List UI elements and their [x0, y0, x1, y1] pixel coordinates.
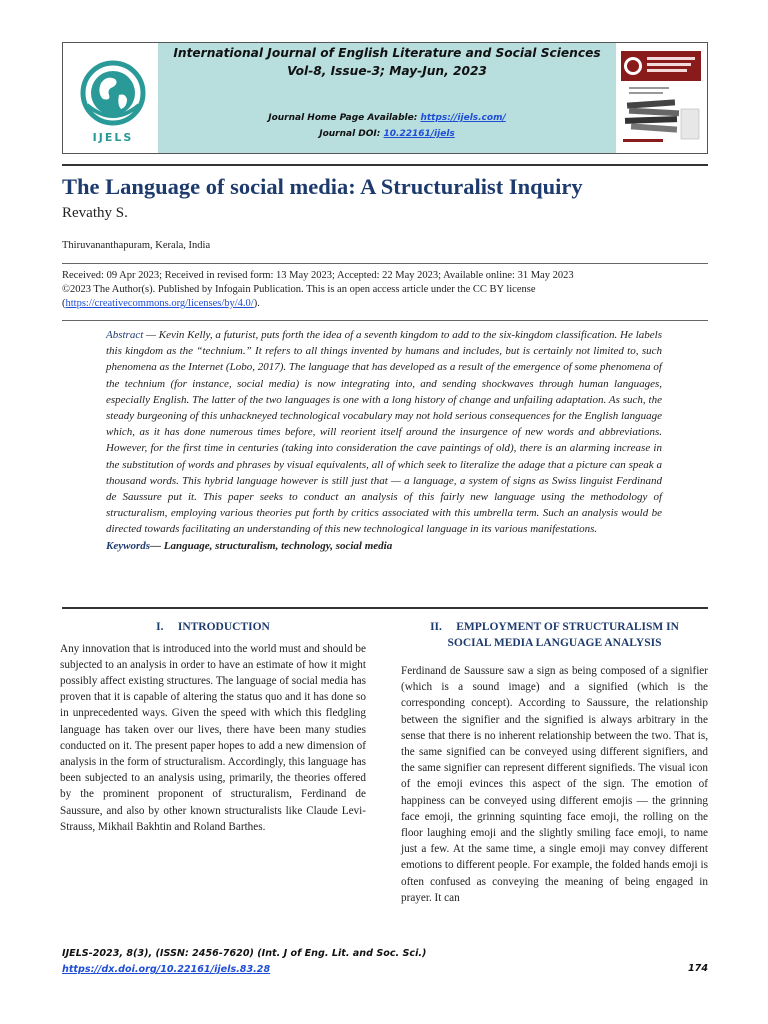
license-line [62, 283, 708, 297]
footer-doi-link[interactable]: https://dx.doi.org/10.22161/ijels.83.28 [62, 964, 271, 975]
header-divider [62, 164, 708, 166]
journal-volume: Vol-8, Issue-3; May-Jun, 2023 [287, 64, 487, 78]
dates-divider-top [62, 263, 708, 264]
abstract [106, 327, 662, 554]
intro-heading: I. INTRODUCTION [156, 621, 270, 633]
license-open-paren: ( [62, 298, 66, 309]
license-link[interactable]: https://creativecommons.org/licenses/by/4.0/ [65, 298, 254, 309]
doi-link[interactable]: 10.22161/ijels [383, 129, 455, 139]
homepage-label: Journal Home Page Available: [268, 113, 421, 123]
journal-cover-image [619, 49, 703, 147]
license-close-paren: ). [253, 298, 260, 309]
structuralism-heading-line2: SOCIAL MEDIA LANGUAGE ANALYSIS [447, 636, 662, 649]
intro-section [60, 620, 366, 835]
journal-header [62, 42, 708, 154]
author-affiliation: Thiruvananthapuram, Kerala, India [62, 240, 211, 251]
journal-homepage [158, 113, 616, 123]
header-banner [158, 43, 616, 153]
keywords-label: Keywords [106, 539, 150, 552]
homepage-link[interactable]: https://ijels.com/ [420, 113, 506, 123]
paper-title: The Language of social media: A Structuralist Inquiry [62, 174, 583, 199]
abstract-divider-top [62, 320, 708, 321]
footer-citation: IJELS-2023, 8(3), (ISSN: 2456-7620) (Int. J of Eng. Lit. and Soc. Sci.) [62, 948, 427, 959]
structuralism-heading-line1: II. EMPLOYMENT OF STRUCTURALISM IN [430, 621, 679, 633]
logo-text: IJELS [92, 131, 134, 144]
body-divider [62, 607, 708, 609]
abstract-dash: — [143, 329, 159, 341]
author-name: Revathy S. [62, 205, 128, 221]
keywords-text: Language, structuralism, technology, social media [163, 539, 393, 552]
license-text: ©2023 The Author(s). Published by Infogain Publication. This is an open access article under the CC BY license [62, 284, 536, 295]
journal-doi [158, 129, 616, 139]
keywords-line [106, 538, 662, 554]
journal-title: International Journal of English Literature and Social Sciences [173, 46, 601, 60]
ijels-globe-logo [73, 53, 153, 149]
page-number: 174 [688, 963, 709, 974]
page-footer [62, 946, 426, 978]
article-history [62, 269, 708, 311]
keywords-dash: — [150, 539, 164, 552]
structuralism-body: Ferdinand de Saussure saw a sign as being composed of a signifier (which is a sound image) and a signified (which is the corresponding concept). According to Saussure, the relationship between the signifier and the signified is always arbitrary in the sense that there is no inherent relationship between the two. That is, the same signified can be conveyed using different signifiers, and the same signifier can represent different signifieds. The visual icon of the emoji evinces this aspect of the sign. The emotion of happiness can be conveyed using different emojis — the grinning face emoji, the grinning squinting face emoji, the rolling on the floor laughing emoji and the slightly smiling face emoji, to name just a few. At the same time, a single emoji may convey different emotions to different people. For example, the folded hands emoji is often confused as conveying the meaning of being engaged in prayer. It can [401, 665, 708, 904]
structuralism-section [401, 620, 708, 906]
abstract-label: Abstract [106, 329, 144, 341]
intro-body: Any innovation that is introduced into the world must and should be subjected to an analysis in order to have an estimate of how it might possibly affect existing structures. The language of social media has proven that it is capable of altering the status quo and it has done so in unprecedented ways. Given the speed with which this fledgling language has taken over our lives, there have been many studies conducted on it. The present paper hopes to add a new dimension of analysis in the form of structuralism. Accordingly, this language has been subjected to an analysis using, primarily, the theories offered by the prominent proponent of structuralism, Ferdinand de Saussure, and also by other known structuralists like Claude Levi-Strauss, Mikhail Bakhtin and Roland Barthes. [60, 642, 366, 833]
abstract-text: Kevin Kelly, a futurist, puts forth the idea of a seventh kingdom to add to the six-kingdom classification. He labels this kingdom as the “technium.” It refers to all things invented by humans and includes, but is certainly not limited to, such phenomena as the Internet (Lobo, 2017). The language that has developed as a result of the emergence of some phenomena of the technium (for instance, social media) is now integrating into, and sending shockwaves through human languages, especially English. The latter of the two languages is one with a long history of change and unfailing adaptation. As such, the steady burgeoning of this unhackneyed technological vocabulary may not hold serious consequences for the English language which, as it has done numerous times before, will reorient itself around the insurgence of new words and abbreviations. However, for the first time in centuries (taking into consideration the cave paintings of old), there is an alarming increase in the substitution of words and phrases by visual equivalents, all of which seek to literalize the adage that a picture can speak a thousand words. This hybrid language however is still just that — a language, a system of signs as Swiss linguist Ferdinand de Saussure put it. This paper seeks to conduct an analysis of this fairly new language using the methodology of structuralism, employing various theories put forth by critics associated with this umbrella term. Such an analysis would be directed towards facilitating an understanding of this new technological language in its various manifestations. [106, 329, 662, 536]
abstract-paragraph [106, 327, 662, 538]
doi-label: Journal DOI: [319, 129, 384, 139]
received-dates: Received: 09 Apr 2023; Received in revised form: 13 May 2023; Accepted: 22 May 2023; Available online: 31 May 2023 [62, 270, 574, 281]
license-url-line [62, 297, 708, 311]
